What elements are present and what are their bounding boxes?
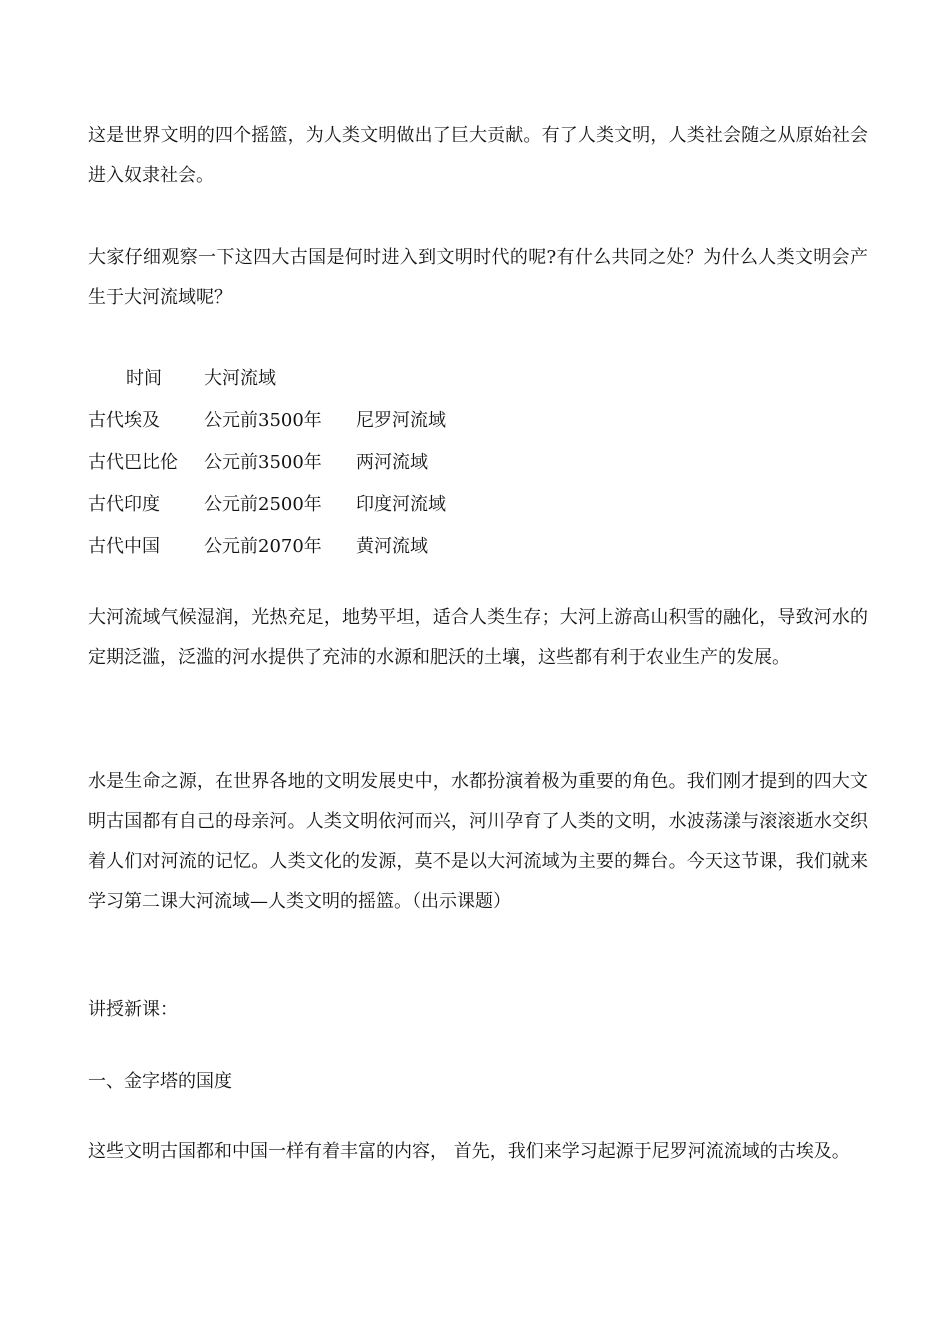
table-cell-time: 公元前3500年 [204, 452, 322, 473]
paragraph-egypt-intro: 这些文明古国都和中国一样有着丰富的内容， 首先，我们来学习起源于尼罗河流流域的古埃及。 [88, 1141, 850, 1162]
table-cell-river: 印度河流域 [356, 494, 446, 515]
table-row [88, 442, 588, 484]
table-cell-time: 公元前3500年 [204, 410, 322, 431]
paragraph-question: 大家仔细观察一下这四大古国是何时进入到文明时代的呢?有什么共同之处？为什么人类文明会产生于大河流域呢？ [88, 247, 868, 308]
paragraph-river-climate: 大河流域气候湿润，光热充足，地势平坦，适合人类生存；大河上游高山积雪的融化，导致河水的定期泛滥，泛滥的河水提供了充沛的水源和肥沃的土壤，这些都有利于农业生产的发展。 [88, 607, 868, 668]
table-header-river: 大河流域 [204, 368, 276, 389]
table-cell-time: 公元前2070年 [204, 536, 322, 557]
table-cell-river: 尼罗河流域 [356, 410, 446, 431]
table-cell-river: 黄河流域 [356, 536, 428, 557]
table-cell-country: 古代埃及 [88, 410, 160, 431]
section-label-new-lesson: 讲授新课： [88, 999, 178, 1020]
section-heading-pyramid: 一、金字塔的国度 [88, 1071, 232, 1092]
table-cell-country: 古代巴比伦 [88, 452, 178, 473]
table-row [88, 484, 588, 526]
table-row [88, 400, 588, 442]
table-row [88, 526, 588, 568]
paragraph-water-source: 水是生命之源，在世界各地的文明发展史中，水都扮演着极为重要的角色。我们刚才提到的四大文明古国都有自己的母亲河。人类文明依河而兴，河川孕育了人类的文明，水波荡漾与滚滚逝水交织着人们对河流的记忆。人类文化的发源，莫不是以大河流域为主要的舞台。今天这节课，我们就来学习第二课大河流域—人类文明的摇篮。（出示课题） [88, 771, 868, 912]
table-cell-time: 公元前2500年 [204, 494, 322, 515]
table-cell-river: 两河流域 [356, 452, 428, 473]
table-cell-country: 古代中国 [88, 536, 160, 557]
table-header-row [88, 358, 588, 400]
civilization-table [88, 358, 588, 568]
paragraph-cradles: 这是世界文明的四个摇篮，为人类文明做出了巨大贡献。有了人类文明，人类社会随之从原始社会进入奴隶社会。 [88, 125, 868, 186]
table-cell-country: 古代印度 [88, 494, 160, 515]
table-header-time: 时间 [126, 368, 162, 389]
